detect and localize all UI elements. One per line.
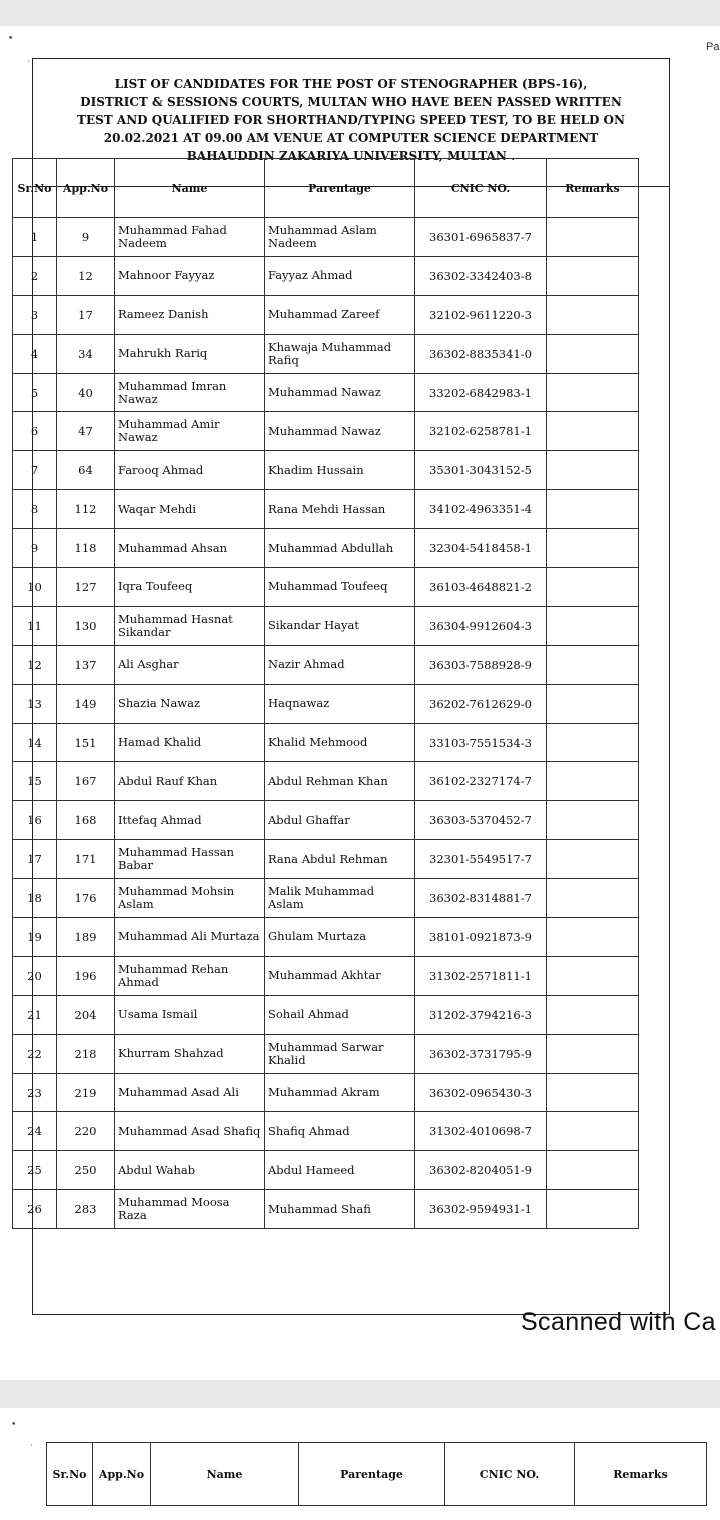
cell-cnic: 36304-9912604-3 (415, 606, 547, 645)
cell-cnic: 36302-3342403-8 (415, 256, 547, 295)
table-row (13, 762, 639, 801)
col-header-remarks: Remarks (547, 159, 639, 218)
cell-remarks (547, 451, 639, 490)
col-header-app-no: App.No (57, 159, 115, 218)
scan-speck: • (8, 34, 14, 44)
cell-sr-no: 9 (13, 529, 57, 568)
scanner-watermark: Scanned with Ca (520, 1308, 716, 1336)
cell-cnic: 36103-4648821-2 (415, 568, 547, 607)
cell-name: Muhammad Fahad Nadeem (115, 218, 265, 257)
cell-parentage: Muhammad Abdullah (265, 529, 415, 568)
cell-cnic: 31302-2571811-1 (415, 956, 547, 995)
cell-remarks (547, 606, 639, 645)
table-row (13, 723, 639, 762)
cell-parentage: Malik Muhammad Aslam (265, 879, 415, 918)
cell-remarks (547, 879, 639, 918)
scan-speck: • (11, 1420, 17, 1430)
cell-app-no: 118 (57, 529, 115, 568)
cell-sr-no: 17 (13, 840, 57, 879)
cell-name: Muhammad Asad Ali (115, 1073, 265, 1112)
col-header-parentage: Parentage (265, 159, 415, 218)
table-row (13, 334, 639, 373)
cell-app-no: 168 (57, 801, 115, 840)
candidates-table (12, 158, 639, 1229)
cell-remarks (547, 529, 639, 568)
cell-cnic: 36302-9594931-1 (415, 1190, 547, 1229)
cell-sr-no: 8 (13, 490, 57, 529)
cell-sr-no: 12 (13, 645, 57, 684)
cell-remarks (547, 490, 639, 529)
cell-app-no: 219 (57, 1073, 115, 1112)
cell-cnic: 32304-5418458-1 (415, 529, 547, 568)
col-header-app-no: App.No (93, 1443, 151, 1506)
cell-cnic: 36303-5370452-7 (415, 801, 547, 840)
table-row (13, 218, 639, 257)
cell-app-no: 220 (57, 1112, 115, 1151)
cell-sr-no: 14 (13, 723, 57, 762)
table-row (13, 451, 639, 490)
table-row (13, 1073, 639, 1112)
cell-parentage: Abdul Rehman Khan (265, 762, 415, 801)
cell-name: Farooq Ahmad (115, 451, 265, 490)
cell-cnic: 33103-7551534-3 (415, 723, 547, 762)
col-header-remarks: Remarks (575, 1443, 707, 1506)
table-row (13, 1034, 639, 1073)
cell-app-no: 64 (57, 451, 115, 490)
cell-name: Ittefaq Ahmad (115, 801, 265, 840)
cell-remarks (547, 373, 639, 412)
cell-remarks (547, 1034, 639, 1073)
cell-remarks (547, 995, 639, 1034)
cell-app-no: 127 (57, 568, 115, 607)
cell-parentage: Muhammad Nawaz (265, 373, 415, 412)
cell-name: Mahnoor Fayyaz (115, 256, 265, 295)
cell-sr-no: 4 (13, 334, 57, 373)
heading-line: 20.02.2021 AT 09.00 AM VENUE AT COMPUTER SCIENCE DEPARTMENT (103, 130, 599, 145)
table-header-row (13, 159, 639, 218)
cell-sr-no: 22 (13, 1034, 57, 1073)
cell-cnic: 36302-8835341-0 (415, 334, 547, 373)
cell-parentage: Muhammad Aslam Nadeem (265, 218, 415, 257)
cell-app-no: 34 (57, 334, 115, 373)
cell-parentage: Khadim Hussain (265, 451, 415, 490)
cell-cnic: 36302-8314881-7 (415, 879, 547, 918)
cell-parentage: Sikandar Hayat (265, 606, 415, 645)
table-row (13, 1151, 639, 1190)
cell-cnic: 31302-4010698-7 (415, 1112, 547, 1151)
cell-app-no: 9 (57, 218, 115, 257)
cell-name: Muhammad Asad Shafiq (115, 1112, 265, 1151)
cell-sr-no: 1 (13, 218, 57, 257)
cell-sr-no: 2 (13, 256, 57, 295)
col-header-name: Name (151, 1443, 299, 1506)
cell-parentage: Muhammad Nawaz (265, 412, 415, 451)
cell-cnic: 32102-9611220-3 (415, 295, 547, 334)
cell-name: Rameez Danish (115, 295, 265, 334)
cell-name: Muhammad Moosa Raza (115, 1190, 265, 1229)
cell-sr-no: 10 (13, 568, 57, 607)
cell-name: Mahrukh Rariq (115, 334, 265, 373)
cell-parentage: Muhammad Zareef (265, 295, 415, 334)
cell-parentage: Rana Abdul Rehman (265, 840, 415, 879)
cell-app-no: 196 (57, 956, 115, 995)
cell-remarks (547, 645, 639, 684)
cell-cnic: 36302-0965430-3 (415, 1073, 547, 1112)
cell-parentage: Abdul Hameed (265, 1151, 415, 1190)
col-header-cnic: CNIC NO. (445, 1443, 575, 1506)
table-row (13, 645, 639, 684)
cell-app-no: 40 (57, 373, 115, 412)
cell-name: Muhammad Rehan Ahmad (115, 956, 265, 995)
cell-name: Abdul Wahab (115, 1151, 265, 1190)
table-row (13, 840, 639, 879)
cell-cnic: 32301-5549517-7 (415, 840, 547, 879)
cell-name: Muhammad Hasnat Sikandar (115, 606, 265, 645)
cell-parentage: Khawaja Muhammad Rafiq (265, 334, 415, 373)
table-row (13, 412, 639, 451)
cell-sr-no: 25 (13, 1151, 57, 1190)
cell-app-no: 130 (57, 606, 115, 645)
cell-app-no: 12 (57, 256, 115, 295)
cell-remarks (547, 801, 639, 840)
cell-remarks (547, 684, 639, 723)
cell-cnic: 35301-3043152-5 (415, 451, 547, 490)
page-label: Pa (706, 41, 720, 53)
heading-line: TEST AND QUALIFIED FOR SHORTHAND/TYPING SPEED TEST, TO BE HELD ON (77, 112, 625, 127)
cell-parentage: Muhammad Sarwar Khalid (265, 1034, 415, 1073)
cell-sr-no: 19 (13, 918, 57, 957)
cell-cnic: 38101-0921873-9 (415, 918, 547, 957)
cell-cnic: 36303-7588928-9 (415, 645, 547, 684)
col-header-sr-no: Sr.No (47, 1443, 93, 1506)
heading-line: LIST OF CANDIDATES FOR THE POST OF STENOGRAPHER (BPS-16), (114, 76, 588, 91)
cell-sr-no: 5 (13, 373, 57, 412)
cell-app-no: 218 (57, 1034, 115, 1073)
cell-parentage: Muhammad Toufeeq (265, 568, 415, 607)
cell-name: Muhammad Ahsan (115, 529, 265, 568)
cell-cnic: 36102-2327174-7 (415, 762, 547, 801)
cell-app-no: 47 (57, 412, 115, 451)
cell-remarks (547, 295, 639, 334)
cell-name: Muhammad Imran Nawaz (115, 373, 265, 412)
cell-name: Iqra Toufeeq (115, 568, 265, 607)
cell-cnic: 31202-3794216-3 (415, 995, 547, 1034)
cell-parentage: Nazir Ahmad (265, 645, 415, 684)
cell-remarks (547, 1112, 639, 1151)
cell-parentage: Fayyaz Ahmad (265, 256, 415, 295)
cell-app-no: 171 (57, 840, 115, 879)
cell-parentage: Abdul Ghaffar (265, 801, 415, 840)
cell-name: Usama Ismail (115, 995, 265, 1034)
cell-name: Hamad Khalid (115, 723, 265, 762)
table-row (13, 373, 639, 412)
cell-app-no: 176 (57, 879, 115, 918)
table-row (13, 256, 639, 295)
scan-speck: ˎ (27, 53, 30, 63)
cell-cnic: 36202-7612629-0 (415, 684, 547, 723)
cell-remarks (547, 218, 639, 257)
table-row (13, 1190, 639, 1229)
table-row (13, 879, 639, 918)
cell-cnic: 36302-3731795-9 (415, 1034, 547, 1073)
cell-sr-no: 16 (13, 801, 57, 840)
cell-name: Muhammad Amir Nawaz (115, 412, 265, 451)
cell-sr-no: 6 (13, 412, 57, 451)
cell-name: Abdul Rauf Khan (115, 762, 265, 801)
cell-name: Shazia Nawaz (115, 684, 265, 723)
cell-sr-no: 20 (13, 956, 57, 995)
table-row (13, 995, 639, 1034)
cell-sr-no: 7 (13, 451, 57, 490)
col-header-cnic: CNIC NO. (415, 159, 547, 218)
table-row (13, 568, 639, 607)
cell-sr-no: 11 (13, 606, 57, 645)
cell-sr-no: 21 (13, 995, 57, 1034)
table-row (13, 801, 639, 840)
cell-name: Muhammad Mohsin Aslam (115, 879, 265, 918)
cell-remarks (547, 723, 639, 762)
cell-app-no: 189 (57, 918, 115, 957)
table-row (13, 956, 639, 995)
cell-app-no: 149 (57, 684, 115, 723)
cell-app-no: 283 (57, 1190, 115, 1229)
cell-name: Muhammad Ali Murtaza (115, 918, 265, 957)
cell-sr-no: 23 (13, 1073, 57, 1112)
table-row (13, 1112, 639, 1151)
cell-app-no: 250 (57, 1151, 115, 1190)
cell-cnic: 33202-6842983-1 (415, 373, 547, 412)
cell-app-no: 151 (57, 723, 115, 762)
cell-app-no: 167 (57, 762, 115, 801)
col-header-sr-no: Sr.No (13, 159, 57, 218)
cell-app-no: 17 (57, 295, 115, 334)
cell-parentage: Muhammad Akram (265, 1073, 415, 1112)
cell-parentage: Shafiq Ahmad (265, 1112, 415, 1151)
cell-parentage: Rana Mehdi Hassan (265, 490, 415, 529)
cell-parentage: Sohail Ahmad (265, 995, 415, 1034)
cell-sr-no: 15 (13, 762, 57, 801)
table-row (13, 490, 639, 529)
cell-cnic: 36301-6965837-7 (415, 218, 547, 257)
cell-app-no: 137 (57, 645, 115, 684)
cell-name: Muhammad Hassan Babar (115, 840, 265, 879)
cell-name: Waqar Mehdi (115, 490, 265, 529)
table-row (13, 529, 639, 568)
cell-parentage: Muhammad Shafi (265, 1190, 415, 1229)
cell-parentage: Ghulam Murtaza (265, 918, 415, 957)
table-row (13, 918, 639, 957)
cell-remarks (547, 918, 639, 957)
scan-speck: ˎ (30, 1437, 33, 1447)
table-body (13, 218, 639, 1229)
cell-remarks (547, 412, 639, 451)
cell-parentage: Muhammad Akhtar (265, 956, 415, 995)
col-header-name: Name (115, 159, 265, 218)
candidates-table-continued (46, 1442, 707, 1506)
cell-sr-no: 18 (13, 879, 57, 918)
cell-app-no: 204 (57, 995, 115, 1034)
cell-name: Khurram Shahzad (115, 1034, 265, 1073)
cell-remarks (547, 568, 639, 607)
cell-remarks (547, 1073, 639, 1112)
cell-remarks (547, 1151, 639, 1190)
cell-remarks (547, 1190, 639, 1229)
cell-app-no: 112 (57, 490, 115, 529)
table-row (13, 295, 639, 334)
cell-parentage: Haqnawaz (265, 684, 415, 723)
cell-sr-no: 3 (13, 295, 57, 334)
cell-parentage: Khalid Mehmood (265, 723, 415, 762)
table-row (13, 684, 639, 723)
table-header-row (47, 1443, 707, 1506)
cell-cnic: 34102-4963351-4 (415, 490, 547, 529)
cell-remarks (547, 762, 639, 801)
table-row (13, 606, 639, 645)
heading-line: BAHAUDDIN ZAKARIYA UNIVERSITY, MULTAN . (186, 148, 516, 163)
cell-sr-no: 26 (13, 1190, 57, 1229)
cell-cnic: 32102-6258781-1 (415, 412, 547, 451)
cell-cnic: 36302-8204051-9 (415, 1151, 547, 1190)
col-header-parentage: Parentage (299, 1443, 445, 1506)
cell-name: Ali Asghar (115, 645, 265, 684)
cell-sr-no: 13 (13, 684, 57, 723)
cell-remarks (547, 334, 639, 373)
cell-remarks (547, 840, 639, 879)
cell-remarks (547, 256, 639, 295)
cell-remarks (547, 956, 639, 995)
cell-sr-no: 24 (13, 1112, 57, 1151)
heading-line: DISTRICT & SESSIONS COURTS, MULTAN WHO HAVE BEEN PASSED WRITTEN (80, 94, 622, 109)
